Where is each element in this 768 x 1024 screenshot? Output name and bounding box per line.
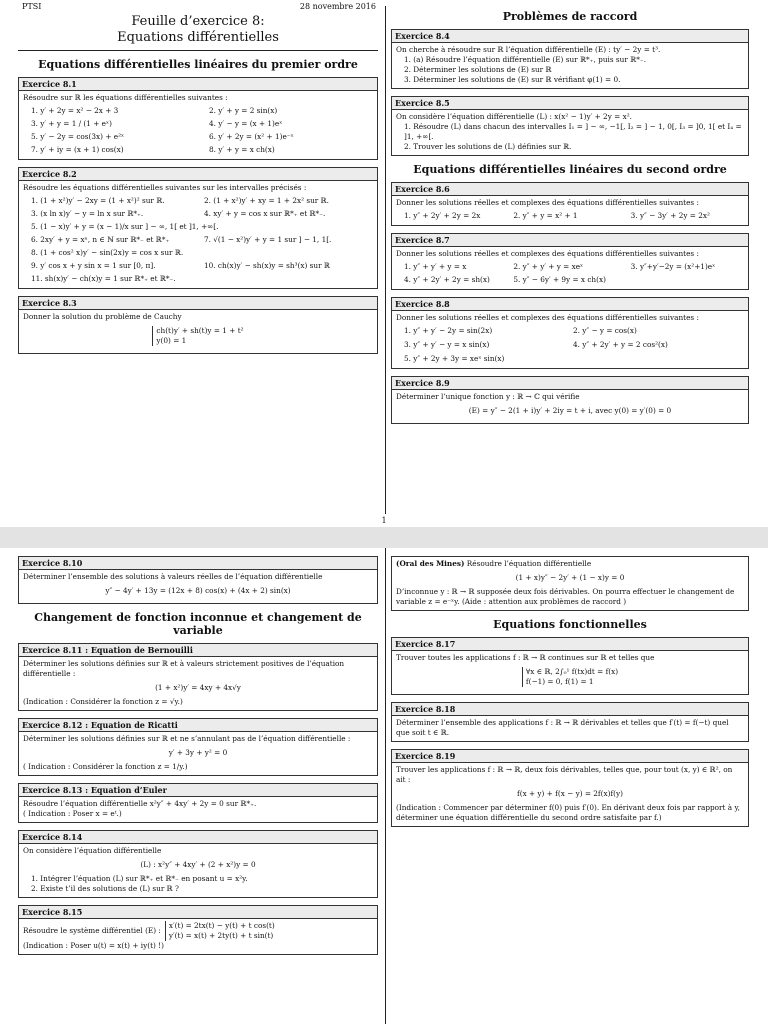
exercise-intro: Trouver les applications f : ℝ → ℝ, deux fois dérivables, telles que, pour tout (x, y) ∈ ℝ², on ait :	[396, 765, 733, 784]
exercise-title: Exercice 8.15	[19, 906, 377, 919]
exercise-title: Exercice 8.8	[392, 298, 748, 311]
list-item: 1. (a) Résoudre l’équation différentielle (E) sur ℝ*₊, puis sur ℝ*₋.	[404, 55, 647, 64]
hint: ( Indication : Considérer la fonction z = 1/y.)	[23, 762, 188, 771]
exercise-8-19	[391, 749, 749, 827]
list-item: 1. (1 + x²)y′ − 2xy = (1 + x²)² sur ℝ.	[31, 196, 165, 205]
system-line: y(0) = 1	[156, 336, 187, 345]
exercise-title: Exercice 8.11 : Equation de Bernouilli	[19, 644, 377, 657]
exercise-intro: Déterminer l’ensemble des applications f : ℝ → ℝ dérivables et telles que f′(t) = f(−t) quel que soit t ∈ ℝ.	[396, 718, 729, 737]
list-item: 2. y″ − y = cos(x)	[573, 326, 637, 335]
list-item: 2. Déterminer les solutions de (E) sur ℝ	[404, 65, 552, 74]
exercise-8-5	[391, 96, 749, 156]
exercise-8-4	[391, 29, 749, 89]
list-item: 1. Intégrer l’équation (L) sur ℝ*₊ et ℝ*₋ en posant u = x²y.	[31, 874, 248, 883]
equation: y″ − 4y′ + 13y = (12x + 8) cos(x) + (4x + 2) sin(x)	[105, 586, 291, 595]
exercise-8-18	[391, 702, 749, 742]
exercise-title: Exercice 8.17	[392, 638, 748, 651]
equation: (1 + x)y″ − 2y′ + (1 − x)y = 0	[515, 573, 625, 582]
exercise-intro: Déterminer l’unique fonction y : ℝ → ℂ qui vérifie	[396, 392, 580, 401]
exercise-title: Exercice 8.5	[392, 97, 748, 110]
list-item: 2. y″ + y = x² + 1	[513, 211, 578, 220]
list-item	[573, 354, 744, 364]
list-item: 4. xy′ + y = cos x sur ℝ*₊ et ℝ*₋.	[204, 209, 326, 218]
list-item: 6. 2xy′ + y = xⁿ, n ∈ ℕ sur ℝ*₋ et ℝ*₊	[31, 235, 170, 244]
section-title-raccord: Problèmes de raccord	[502, 10, 638, 23]
list-item: 4. y″ + 2y′ + 2y = sh(x)	[404, 275, 490, 284]
exercise-text: D’inconnue y : ℝ → ℝ supposée deux fois dérivables. On pourra effectuer le changement de variable z = e⁻ˣy. (Aide : attention aux problèmes de raccord )	[396, 587, 735, 606]
exercise-title: Exercice 8.2	[19, 168, 377, 181]
list-item: 1. y″ + y′ + y = x	[404, 262, 467, 271]
list-item: 1. y″ + y′ − 2y = sin(2x)	[404, 326, 493, 335]
page-2	[0, 548, 768, 1024]
page-number: 1	[381, 516, 387, 525]
list-item: 2. y′ + y = 2 sin(x)	[209, 106, 278, 115]
list-item: 3. Déterminer les solutions de (E) sur ℝ vérifiant φ(1) = 0.	[404, 75, 621, 84]
equation: (1 + x²)y′ = 4xy + 4x√y	[155, 683, 241, 692]
functional-system	[522, 667, 618, 687]
equation: y′ + 3y + y² = 0	[168, 748, 228, 757]
exercise-title: Exercice 8.12 : Equation de Ricatti	[19, 719, 377, 732]
exercise-intro: Donner les solutions réelles et complexes des équations différentielles suivantes :	[396, 198, 699, 207]
exercise-intro: Trouver toutes les applications f : ℝ → ℝ continues sur ℝ et telles que	[396, 653, 655, 662]
header-class: PTSI	[22, 2, 42, 11]
section-title-first-order: Equations différentielles linéaires du premier ordre	[38, 58, 358, 71]
system-line: x′(t) = 2tx(t) − y(t) + t cos(t)	[168, 921, 275, 930]
exercise-intro: Donner les solutions réelles et complexes des équations différentielles suivantes :	[396, 249, 699, 258]
exercise-intro: Déterminer l’ensemble des solutions à valeurs réelles de l’équation différentielle	[23, 572, 323, 581]
page-gap	[0, 527, 768, 548]
exercise-8-2	[18, 167, 378, 289]
exercise-intro: On considère l’équation différentielle	[23, 846, 162, 855]
equation: (L) : x²y″ + 4xy′ + (2 + x²)y = 0	[140, 860, 256, 869]
exercise-intro: Résoudre les équations différentielles suivantes sur les intervalles précisés :	[23, 183, 307, 192]
list-item: 8. (1 + cos² x)y′ − sin(2x)y = cos x sur ℝ.	[31, 248, 184, 257]
exercise-title: Exercice 8.19	[392, 750, 748, 763]
sheet-title-line1: Feuille d’exercice 8:	[131, 14, 265, 29]
exercise-title: Exercice 8.3	[19, 297, 377, 310]
exercise-8-15	[18, 905, 378, 955]
page1-left-column	[18, 0, 378, 361]
hint: (Indication : Poser u(t) = x(t) + iy(t) !)	[23, 941, 164, 950]
exercise-intro: Résoudre le système différentiel (E) :	[23, 926, 161, 935]
exercise-title: Exercice 8.6	[392, 183, 748, 196]
hint: (Indication : Considérer la fonction z = √y.)	[23, 697, 183, 706]
title-rule	[18, 50, 378, 51]
list-item: 9. y′ cos x + y sin x = 1 sur [0, π].	[31, 261, 156, 270]
list-item: 5. y″ − 6y′ + 9y = x ch(x)	[513, 275, 606, 284]
column-divider	[385, 6, 386, 514]
column-divider	[385, 548, 386, 1024]
exercise-oral-mines	[391, 556, 749, 611]
header-date: 28 novembre 2016	[299, 2, 376, 11]
list-item: 5. y″ + 2y + 3y = xeˣ sin(x)	[404, 354, 505, 363]
list-item: 1. Résoudre (L) dans chacun des intervalles I₁ = ] − ∞, −1[, I₂ = ] − 1, 0[, I₃ = ]0, 1[ et I₄ = ]1, +∞[.	[404, 122, 742, 141]
section-title-change-of-variable: Changement de fonction inconnue et changement de variable	[34, 611, 362, 637]
list-item: 4. y″ + 2y′ + y = 2 cos²(x)	[573, 340, 668, 349]
list-item: 2. Existe t’il des solutions de (L) sur ℝ ?	[31, 884, 179, 893]
list-item: 1. y″ + 2y′ + 2y = 2x	[404, 211, 481, 220]
exercise-8-8	[391, 297, 749, 369]
exercise-title: Exercice 8.18	[392, 703, 748, 716]
exercise-8-13	[18, 783, 378, 823]
page2-right-column	[391, 548, 749, 834]
list-item: 2. y″ + y′ + y = xeˣ	[513, 262, 584, 271]
exercise-title: Exercice 8.10	[19, 557, 377, 570]
exercise-intro: Donner les solutions réelles et complexes des équations différentielles suivantes :	[396, 313, 699, 322]
exercise-title: Exercice 8.13 : Equation d’Euler	[19, 784, 377, 797]
cauchy-system	[152, 326, 243, 346]
list-item: 3. y″ + y′ − y = x sin(x)	[404, 340, 490, 349]
exercise-title: Exercice 8.9	[392, 377, 748, 390]
exercise-title: Exercice 8.1	[19, 78, 377, 91]
exercise-8-9	[391, 376, 749, 424]
list-item: 6. y′ + 2y = (x² + 1)e⁻ˣ	[209, 132, 294, 141]
exercise-intro: (Oral des Mines) Résoudre l’équation différentielle	[396, 559, 592, 568]
list-item: 3. y″ − 3y′ + 2y = 2x²	[630, 211, 710, 220]
list-item: 11. sh(x)y′ − ch(x)y = 1 sur ℝ*₊ et ℝ*₋.	[31, 274, 176, 283]
list-item: 2. (1 + x²)y′ + xy = 1 + 2x² sur ℝ.	[204, 196, 329, 205]
list-item: 7. √(1 − x²)y′ + y = 1 sur ] − 1, 1[.	[204, 235, 332, 244]
exercise-intro: Donner la solution du problème de Cauchy	[23, 312, 182, 321]
exercise-title: Exercice 8.7	[392, 234, 748, 247]
exercise-8-6	[391, 182, 749, 226]
exercise-8-3	[18, 296, 378, 354]
list-item: 2. Trouver les solutions de (L) définies sur ℝ.	[404, 142, 572, 151]
list-item: 3. y″+y′−2y = (x²+1)eˣ	[630, 262, 716, 271]
list-item: 10. ch(x)y′ − sh(x)y = sh³(x) sur ℝ	[204, 261, 330, 270]
exercise-title: Exercice 8.4	[392, 30, 748, 43]
exercise-8-17	[391, 637, 749, 695]
list-item: 4. y′ − y = (x + 1)eˣ	[209, 119, 283, 128]
page1-right-column	[391, 0, 749, 431]
equation: (E) = y″ − 2(1 + i)y′ + 2iy = t + i, avec y(0) = y′(0) = 0	[468, 406, 672, 415]
exercise-intro: Déterminer les solutions définies sur ℝ et à valeurs strictement positives de l’équation différentielle :	[23, 659, 345, 678]
exercise-8-1	[18, 77, 378, 160]
exercise-intro: Déterminer les solutions définies sur ℝ et ne s’annulant pas de l’équation différentielle :	[23, 734, 351, 743]
exercise-intro: Résoudre l’équation différentielle x²y″ + 4xy′ + 2y = 0 sur ℝ*₊.	[23, 799, 257, 808]
page2-left-column	[18, 548, 378, 962]
oral-lead: (Oral des Mines)	[396, 559, 465, 568]
exercise-title: Exercice 8.14	[19, 831, 377, 844]
sheet-title-line2: Equations différentielles	[117, 30, 279, 45]
list-item: 7. y′ + iy = (x + 1) cos(x)	[31, 145, 124, 154]
exercise-intro: On cherche à résoudre sur ℝ l’équation différentielle (E) : ty′ − 2y = t³.	[396, 45, 661, 54]
list-item: 1. y′ + 2y = x² − 2x + 3	[31, 106, 119, 115]
exercise-8-11	[18, 643, 378, 711]
exercise-8-10	[18, 556, 378, 604]
system-line: y′(t) = x(t) + 2ty(t) + t sin(t)	[168, 931, 274, 940]
list-item: 3. (x ln x)y′ − y = ln x sur ℝ*₊.	[31, 209, 144, 218]
hint: (Indication : Commencer par déterminer f(0) puis f′(0). En dérivant deux fois par rapport à y, déterminer une équation différentielle du second ordre satisfaite par f.)	[396, 803, 740, 822]
section-title-functional: Equations fonctionnelles	[493, 618, 647, 631]
section-title-second-order: Equations différentielles linéaires du second ordre	[413, 163, 727, 176]
hint: ( Indication : Poser x = eᵗ.)	[23, 809, 122, 818]
list-item	[631, 275, 744, 285]
exercise-intro: On considère l’équation différentielle (L) : x(x² − 1)y′ + 2y = x².	[396, 112, 632, 121]
list-item: 8. y′ + y = x ch(x)	[209, 145, 275, 154]
list-item: 3. y′ + y = 1 / (1 + eˣ)	[31, 119, 112, 128]
system-line: ch(t)y′ + sh(t)y = 1 + t²	[156, 326, 244, 335]
equation: f(x + y) + f(x − y) = 2f(x)f(y)	[517, 789, 623, 798]
exercise-8-7	[391, 233, 749, 290]
page-header	[18, 0, 378, 14]
differential-system	[165, 921, 275, 941]
exercise-8-14	[18, 830, 378, 898]
exercise-intro: Résoudre sur ℝ les équations différentielles suivantes :	[23, 93, 228, 102]
list-item: 5. y′ − 2y = cos(3x) + e²ˣ	[31, 132, 125, 141]
exercise-8-12	[18, 718, 378, 776]
system-line: f(−1) = 0, f(1) = 1	[525, 677, 594, 686]
list-item: 5. (1 − x)y′ + y = (x − 1)/x sur ] − ∞, 1[ et ]1, +∞[.	[31, 222, 219, 231]
system-line: ∀x ∈ ℝ, 2∫₀¹ f(tx)dt = f(x)	[525, 667, 619, 676]
